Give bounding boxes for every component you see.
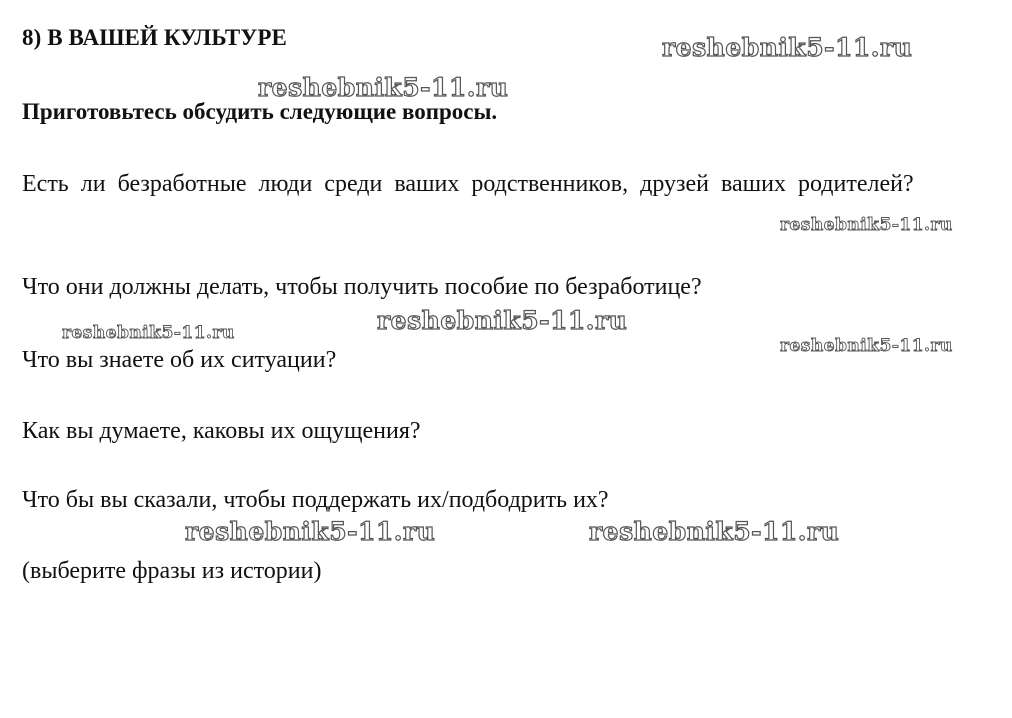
- question-feelings: Как вы думаете, каковы их ощущения?: [22, 418, 421, 444]
- question-benefit: Что они должны делать, чтобы получить пособие по безработице?: [22, 274, 702, 300]
- section-heading: 8) В ВАШЕЙ КУЛЬТУРЕ: [22, 25, 287, 50]
- watermark-text: reshebnik5-11.ru: [377, 306, 628, 335]
- instruction-text: Приготовьтесь обсудить следующие вопросы.: [22, 99, 498, 124]
- watermark-text: reshebnik5-11.ru: [62, 323, 235, 343]
- question-situation: Что вы знаете об их ситуации?: [22, 347, 337, 373]
- watermark-text: reshebnik5-11.ru: [258, 73, 509, 102]
- question-relatives: Есть ли безработные люди среди ваших родственников, друзей ваших родителей?: [22, 171, 914, 197]
- note-choose-phrases: (выберите фразы из истории): [22, 558, 322, 584]
- question-support: Что бы вы сказали, чтобы поддержать их/подбодрить их?: [22, 487, 609, 513]
- watermark-text: reshebnik5-11.ru: [780, 336, 953, 356]
- watermark-text: reshebnik5-11.ru: [780, 215, 953, 235]
- watermark-text: reshebnik5-11.ru: [662, 33, 913, 62]
- watermark-text: reshebnik5-11.ru: [185, 517, 436, 546]
- watermark-text: reshebnik5-11.ru: [589, 517, 840, 546]
